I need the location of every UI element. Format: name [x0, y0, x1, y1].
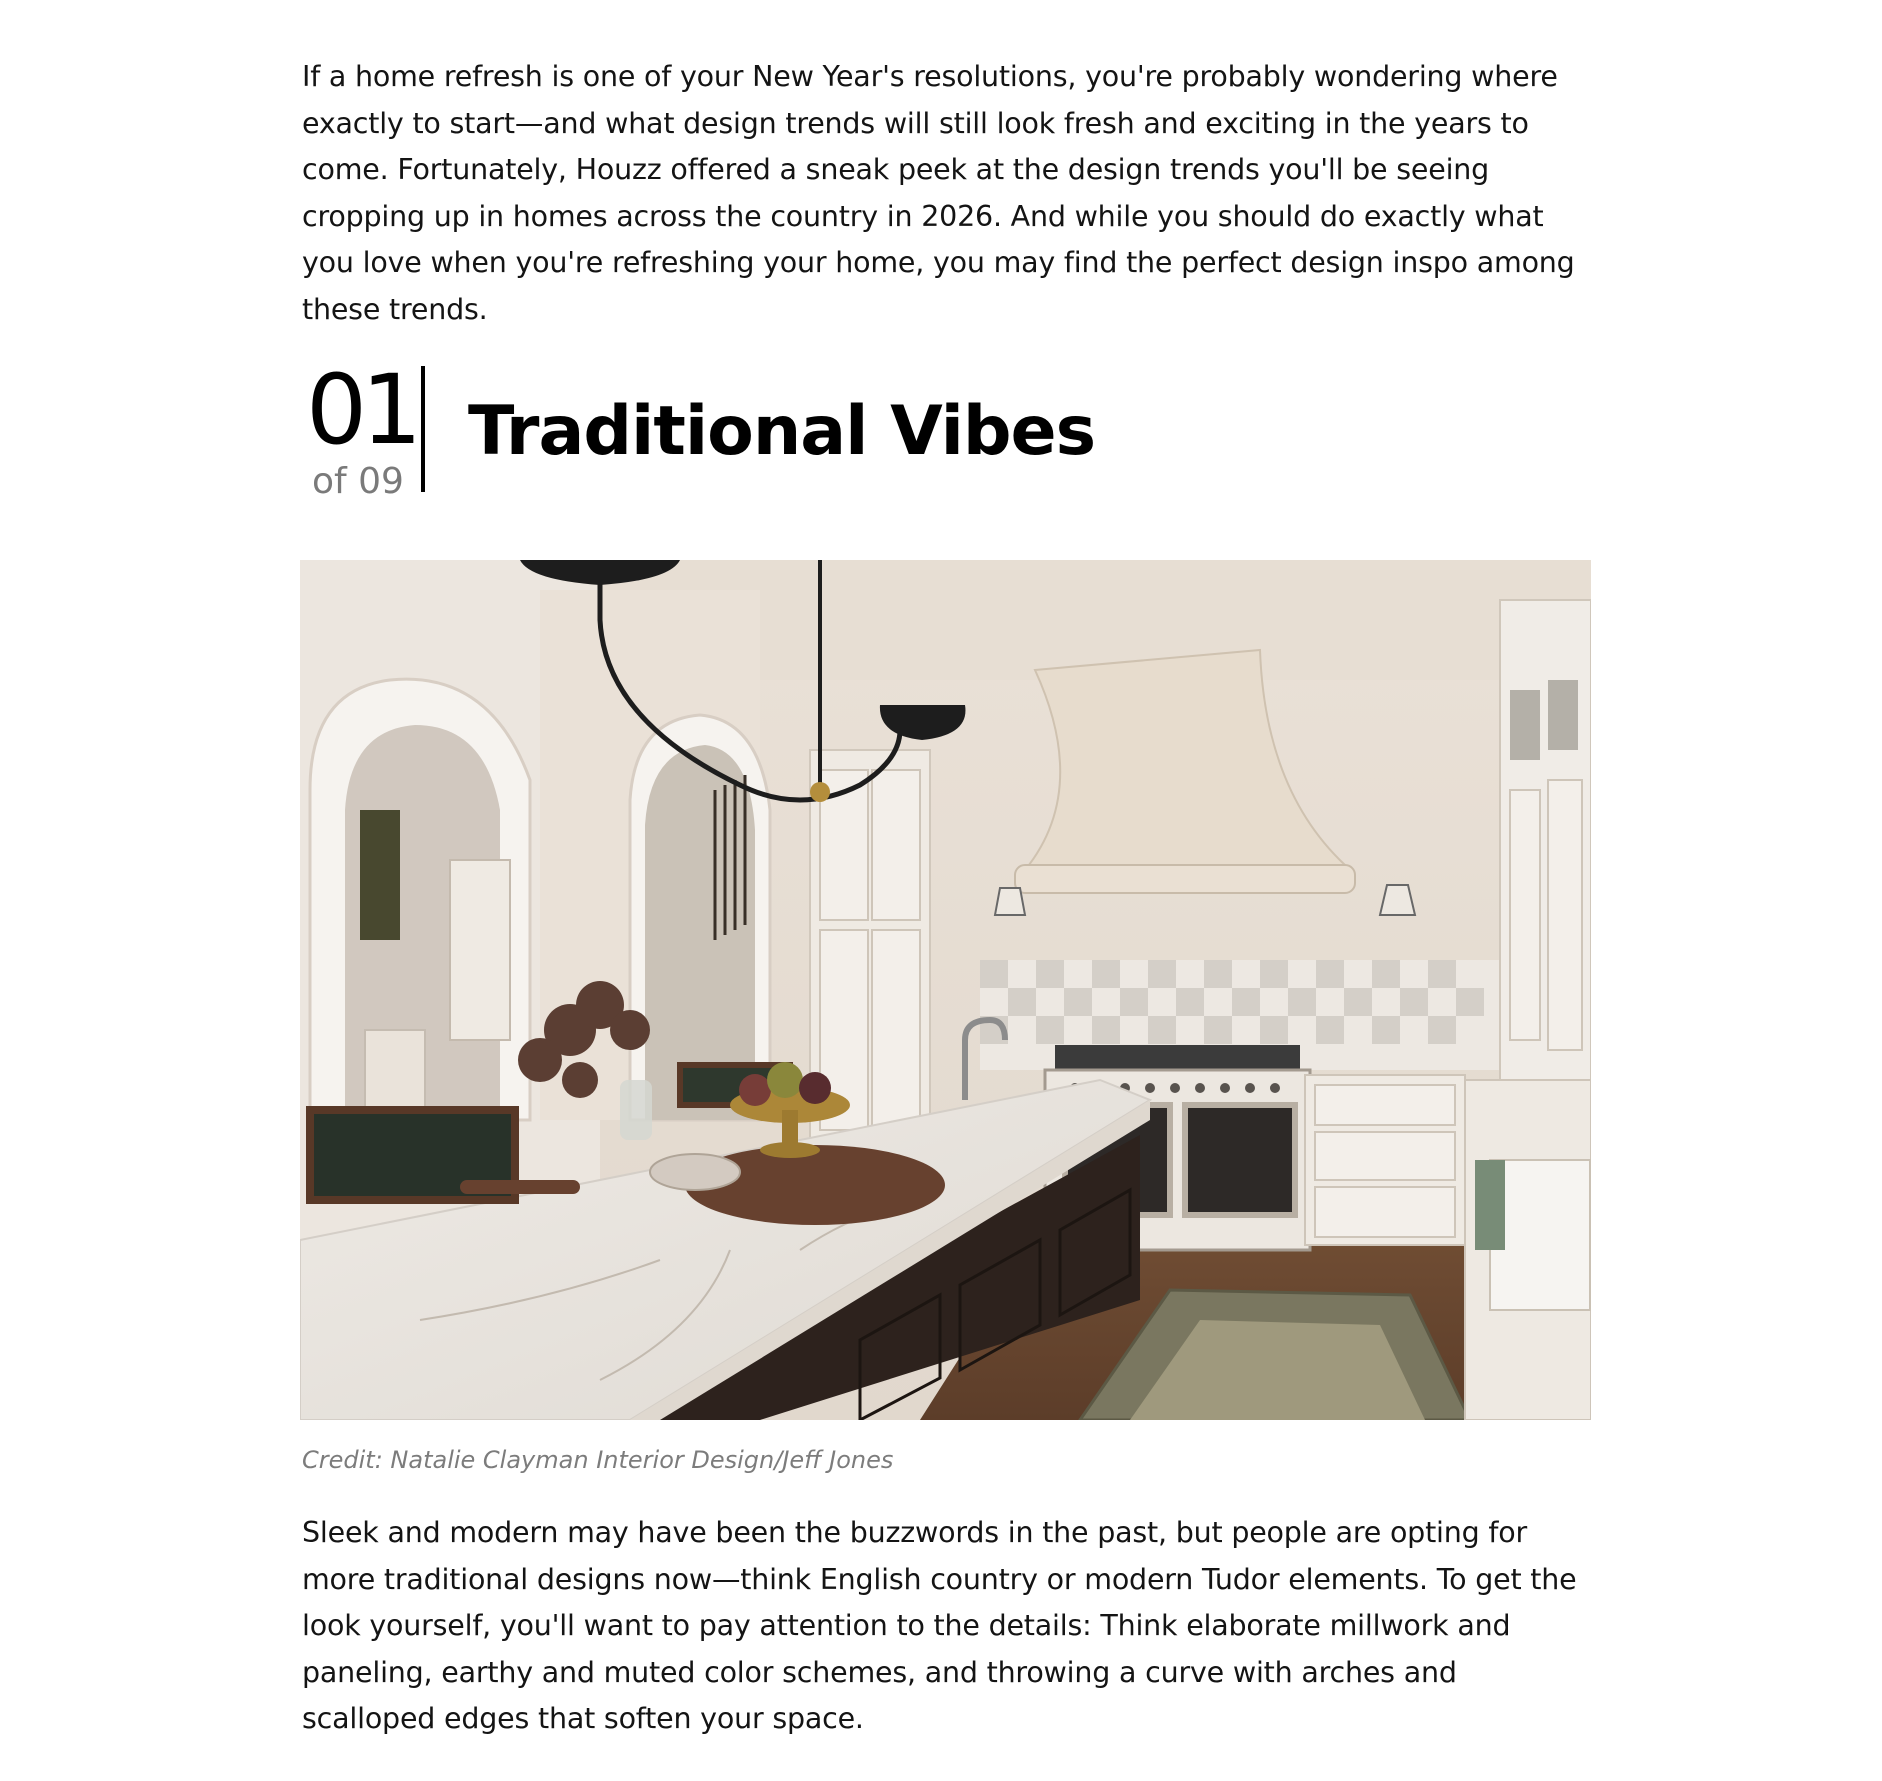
slide-title: Traditional Vibes — [468, 392, 1096, 471]
slide-divider — [421, 366, 425, 492]
slide-total: of 09 — [312, 461, 404, 502]
photo-credit: Credit: Natalie Clayman Interior Design/Jeff Jones — [302, 1446, 894, 1474]
kitchen-illustration — [300, 560, 1591, 1420]
body-paragraph: Sleek and modern may have been the buzzwords in the past, but people are opting for more traditional designs now—think English country or modern Tudor elements. To get the look yourself, you'll want to pay attention to the details: Think elaborate millwork and paneling, earthy and muted color schemes, and throwing a curve with arches and scalloped edges that soften your space. — [302, 1516, 1577, 1735]
intro-paragraph: If a home refresh is one of your New Year's resolutions, you're probably wondering where exactly to start—and what design trends will still look fresh and exciting in the years to come. Fortunately, Houzz offered a sneak peek at the design trends you'll be seeing cropping up in homes across the country in 2026. And while you should do exactly what you love when you're refreshing your home, you may find the perfect design inspo among these trends. — [302, 60, 1575, 326]
slide-number: 01 — [306, 354, 417, 466]
kitchen-photo — [300, 560, 1591, 1420]
intro-paragraph-wrapper — [302, 54, 1592, 333]
body-paragraph-wrapper — [302, 1510, 1594, 1743]
slide-header — [302, 354, 1202, 502]
